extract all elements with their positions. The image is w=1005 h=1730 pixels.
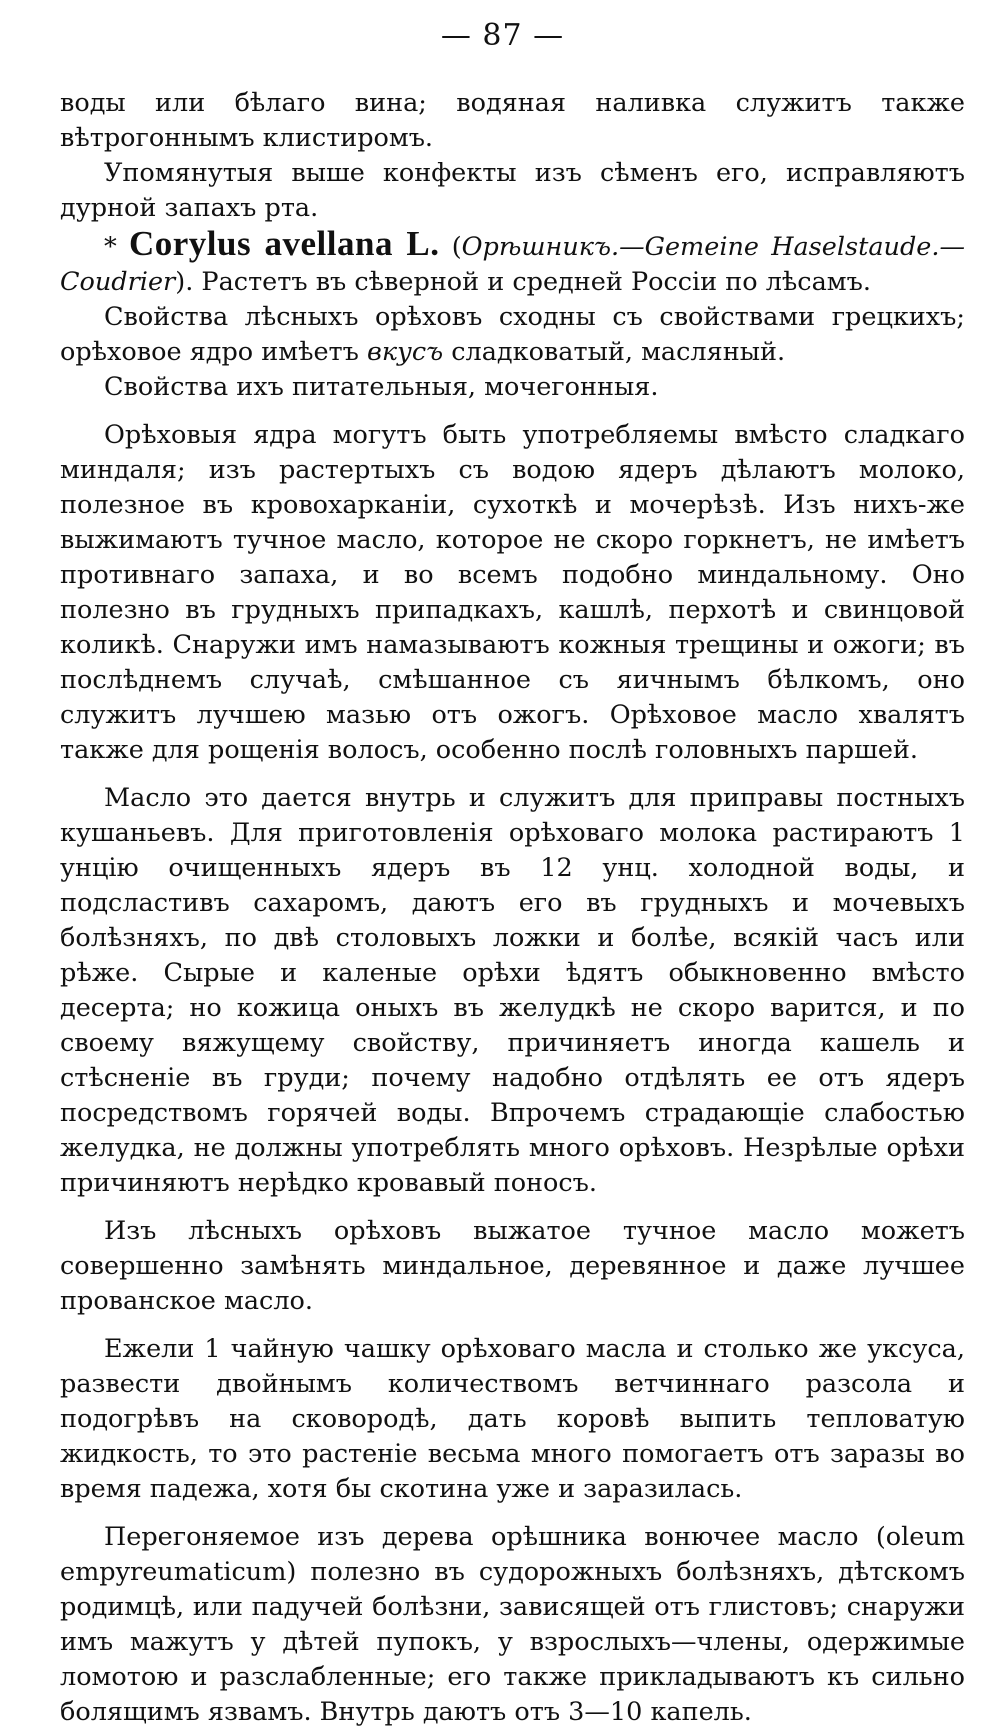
- paragraph-continued: воды или бѣлаго вина; водяная наливка служитъ также вѣтрогоннымъ клистиромъ.: [60, 88, 965, 153]
- properties-text-b: сладковатый, масляный.: [443, 337, 786, 367]
- paragraph-kernels: Орѣховыя ядра могутъ быть употребляемы вмѣсто сладкаго миндаля; изъ растертыхъ съ водою ядеръ дѣлаютъ молоко, полезное въ кровохарканіи, сухоткѣ и мочерѣзѣ. Изъ нихъ-же выжимаютъ тучное масло, которое не скоро горкнетъ, не имѣетъ противнаго запаха, и во всемъ подобно миндальному. Оно полезно въ грудныхъ припадкахъ, кашлѣ, перхотѣ и свинцовой коликѣ. Снаружи имъ намазываютъ кожныя трещины и ожоги; въ послѣднемъ случаѣ, смѣшанное съ яичнымъ бѣлкомъ, оно служитъ лучшею мазью отъ ожогъ. Орѣховое масло хвалятъ также для рощенія волосъ, особенно послѣ головныхъ паршей.: [60, 420, 965, 765]
- paragraph-heading-corylus: [60, 226, 965, 300]
- properties-italic-word: вкусъ: [367, 337, 444, 367]
- close-paren: ).: [175, 267, 202, 297]
- page-text: [60, 86, 965, 1730]
- properties-text-a: Свойства лѣсныхъ орѣховъ сходны съ свойствами грецкихъ; орѣховое ядро имѣетъ: [60, 302, 965, 367]
- paragraph-cow-remedy: Ежели 1 чайную чашку орѣховаго масла и столько же уксуса, развести двойнымъ количествомъ ветчиннаго разсола и подогрѣвъ на сковородѣ, дать коровѣ выпить тепловатую жидкость, то это растеніе весьма много помогаетъ отъ заразы во время падежа, хотя бы скотина уже и заразилась.: [60, 1334, 965, 1504]
- latin-plant-name: Corylus avellana L.: [129, 224, 440, 263]
- page-number: — 87 —: [440, 18, 565, 53]
- habitat-text: Растетъ въ сѣверной и средней Россіи по лѣсамъ.: [201, 267, 871, 297]
- open-paren: (: [439, 232, 462, 262]
- paragraph-nutritive: Свойства ихъ питательныя, мочегонныя.: [104, 372, 659, 402]
- paragraph-oil-replacement: Изъ лѣсныхъ орѣховъ выжатое тучное масло можетъ совершенно замѣнять миндальное, деревянное и даже лучшее прованское масло.: [60, 1216, 965, 1316]
- paragraph-confections: Упомянутыя выше конфекты изъ сѣменъ его, исправляютъ дурной запахъ рта.: [60, 158, 965, 223]
- paragraph-empyreumatic-oil: Перегоняемое изъ дерева орѣшника вонючее масло (oleum empyreumaticum) полезно въ судорожныхъ болѣзняхъ, дѣтскомъ родимцѣ, или падучей болѣзни, зависящей отъ глистовъ; снаружи имъ мажутъ у дѣтей пупокъ, у взрослыхъ—члены, одержимые ломотою и разслабленные; его также прикладываютъ къ сильно болящимъ язвамъ. Внутрь даютъ отъ 3—10 капель.: [60, 1522, 965, 1727]
- plant-synonyms: Орѣшникъ.—Gemeine Haselstaude.—Coudrier: [60, 232, 965, 297]
- paragraph-properties: [60, 300, 965, 370]
- paragraph-oil-use: Масло это дается внутрь и служитъ для приправы постныхъ кушаньевъ. Для приготовленія орѣховаго молока растираютъ 1 унцію очищенныхъ ядеръ въ 12 унц. холодной воды, и подсластивъ сахаромъ, даютъ его въ грудныхъ и мочевыхъ болѣзняхъ, по двѣ столовыхъ ложки и болѣе, всякій часъ или рѣже. Сырые и каленые орѣхи ѣдятъ обыкновенно вмѣсто десерта; но кожица оныхъ въ желудкѣ не скоро варится, и по своему вяжущему свойству, причиняетъ иногда кашель и стѣсненіе въ груди; почему надобно отдѣлять ее отъ ядеръ посредствомъ горячей воды. Впрочемъ страдающіе слабостью желудка, не должны употреблять много орѣховъ. Незрѣлые орѣхи причиняютъ нерѣдко кровавый поносъ.: [60, 783, 965, 1198]
- asterisk-mark: *: [104, 232, 117, 262]
